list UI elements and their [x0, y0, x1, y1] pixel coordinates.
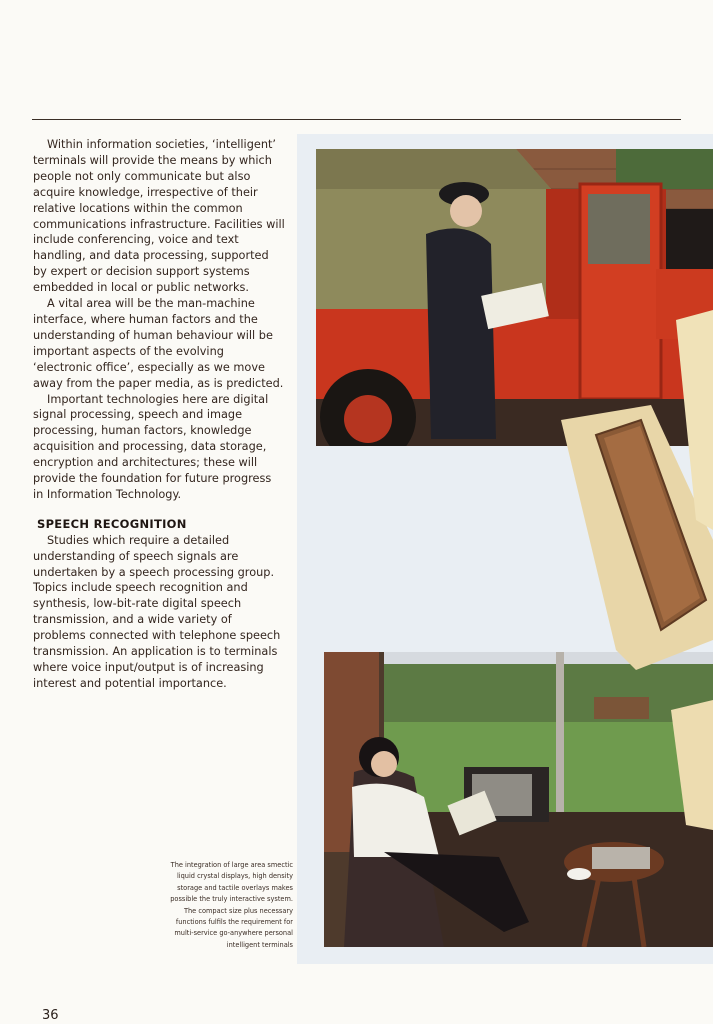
photo-caption: The integration of large area smectic liquid crystal displays, high density storage and tactile overlays makes possible the truly interactive system. The compact size plus necessary functions fulfils the requirement for multi-service go-anywhere personal intelligent terminals [170, 861, 293, 949]
paragraph-3: Important technologies here are digital signal processing, speech and image processing, human factors, knowledge acquisition and processing, data storage, encryption and architectures; these will provide the foundation for future progress in Information Technology. [33, 392, 272, 501]
section-paragraph: Studies which require a detailed understanding of speech signals are undertaken by a speech processing group. Topics include speech recognition and synthesis, low-bit-rate digital speech transmission, and a wide variety of problems connected with telephone speech transmission. An application is to terminals where voice input/output is of increasing interest and potential importance. [33, 533, 281, 690]
paragraph-2: A vital area will be the man-machine interface, where human factors and the understanding of human behaviour will be important aspects of the evolving ‘electronic office’, especially as we move away from the paper media, as is predicted. [33, 297, 284, 390]
page-number: 36 [42, 1008, 59, 1023]
header-rule [32, 119, 681, 120]
section-heading: SPEECH RECOGNITION [37, 516, 187, 531]
body-text [33, 137, 285, 692]
paragraph-1: Within information societies, ‘intelligent’ terminals will provide the means by which people not only communicate but also acquire knowledge, irrespective of their relative locations within the common communications infrastructure. Facilities will include conferencing, voice and text handling, and data processing, supported by expert or decision support systems embedded in local or public networks. [33, 138, 285, 295]
cushion-graphic [556, 310, 713, 830]
